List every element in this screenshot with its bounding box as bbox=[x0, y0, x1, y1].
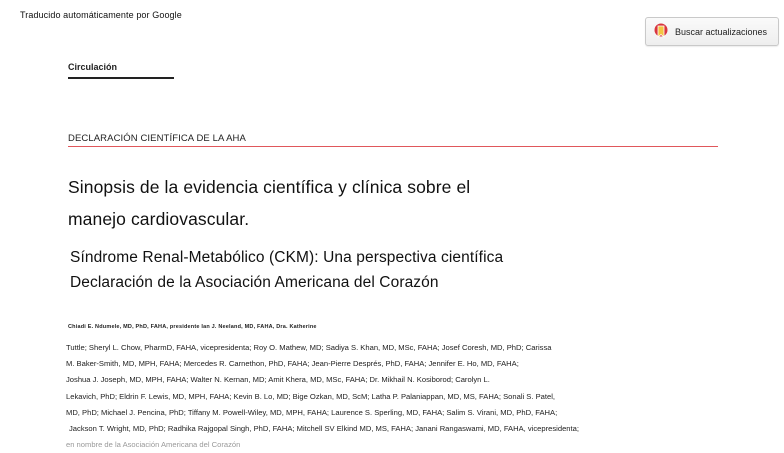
article-subtitle-line-1: Síndrome Renal-Metabólico (CKM): Una perspectiva científica bbox=[70, 249, 504, 266]
check-updates-label: Buscar actualizaciones bbox=[675, 26, 768, 37]
author-lead-line: Chiadi E. Ndumele, MD, PhD, FAHA, presidente Ian J. Neeland, MD, FAHA, Dra. Katherine bbox=[68, 324, 317, 330]
author-line: Tuttle; Sheryl L. Chow, PharmD, FAHA, vicepresidenta; Roy O. Mathew, MD; Sadiya S. Khan, MD, MSc, FAHA; Josef Coresh, MD, PhD; Carissa bbox=[66, 343, 552, 352]
author-line: M. Baker-Smith, MD, MPH, FAHA; Mercedes R. Carnethon, PhD, FAHA; Jean-Pierre Després, PhD, FAHA; Jennifer E. Ho, MD, FAHA; bbox=[66, 359, 519, 369]
author-list bbox=[66, 340, 726, 453]
bookmark-icon bbox=[653, 23, 669, 41]
author-line: en nombre de la Asociación Americana del Corazón bbox=[66, 440, 241, 450]
author-line: MD, PhD; Michael J. Pencina, PhD; Tiffany M. Powell-Wiley, MD, MPH, FAHA; Laurence S. Sperling, MD, FAHA; Salim S. Virani, MD, PhD, FAHA; bbox=[66, 407, 558, 417]
journal-name: Circulación bbox=[68, 62, 118, 72]
author-line: Lekavich, PhD; Eldrin F. Lewis, MD, MPH, FAHA; Kevin B. Lo, MD; Bige Ozkan, MD, ScM; Latha P. Palaniappan, MD, MS, FAHA; Sonali S. Patel, bbox=[66, 391, 556, 401]
translation-notice: Traducido automáticamente por Google bbox=[20, 10, 182, 20]
article-subtitle-line-2: Declaración de la Asociación Americana del Corazón bbox=[70, 274, 439, 291]
section-divider bbox=[68, 146, 718, 147]
check-updates-button[interactable] bbox=[645, 17, 779, 46]
journal-underline bbox=[68, 77, 174, 79]
author-line: Joshua J. Joseph, MD, MPH, FAHA; Walter N. Kernan, MD; Amit Khera, MD, MSc, FAHA; Dr. Mikhail N. Kosiborod; Carolyn L. bbox=[66, 375, 490, 385]
author-line: Jackson T. Wright, MD, PhD; Radhika Rajgopal Singh, PhD, FAHA; Mitchell SV Elkind MD, MS, FAHA; Janani Rangaswami, MD, FAHA, vicepresidenta; bbox=[69, 424, 579, 434]
article-title-line-1: Sinopsis de la evidencia científica y clínica sobre el bbox=[68, 177, 471, 197]
article-title-line-2: manejo cardiovascular. bbox=[68, 209, 250, 229]
statement-type-label: DECLARACIÓN CIENTÍFICA DE LA AHA bbox=[68, 133, 246, 144]
